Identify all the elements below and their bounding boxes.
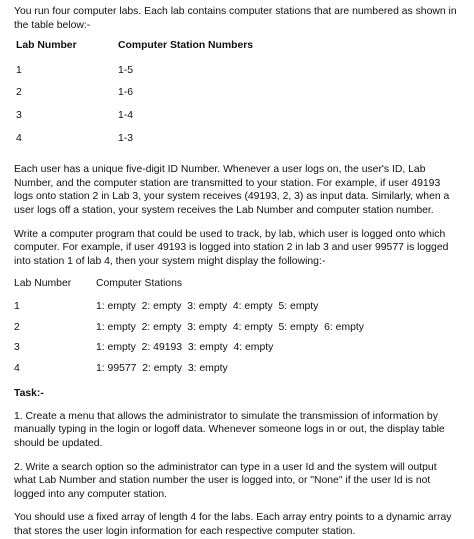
task-label: Task [14, 388, 37, 400]
display-stations-cell: 1: empty 2: empty 3: empty 4: empty 5: empty [96, 300, 319, 312]
table-row [14, 86, 253, 109]
display-lab-number-cell: 2 [14, 321, 20, 333]
lab-number-cell: 3 [16, 109, 22, 121]
station-range-cell: 1-4 [118, 109, 134, 121]
sample-display-table [14, 277, 364, 382]
display-lab-number-header: Lab Number [14, 278, 72, 290]
display-stations-cell: 1: 99577 2: empty 3: empty [96, 362, 228, 374]
display-lab-number-cell: 1 [14, 300, 20, 312]
display-stations-cell: 1: empty 2: empty 3: empty 4: empty 5: empty 6: empty [96, 321, 364, 333]
display-table-header-row [14, 277, 364, 300]
display-lab-number-cell: 3 [14, 342, 20, 354]
lab-number-cell: 4 [16, 132, 22, 144]
task-heading [14, 387, 460, 401]
display-lab-number-cell: 4 [14, 362, 20, 374]
table-row [14, 300, 364, 321]
closing-paragraph: You should use a fixed array of length 4 for the labs. Each array entry points to a dynamic array that stores the user login information for each respective computer station. [14, 512, 452, 538]
user-id-paragraph: Each user has a unique five-digit ID Number. Whenever a user logs on, the user's ID, Lab Number, and the computer station are transmitted to your station. For example, if user 49193 logs onto station 2 in Lab 3, your system receives (49193, 2, 3) as input data. Similarly, when a user logs off a station, your system receives the Lab Number and computer station number. [14, 164, 450, 216]
lab-table-header-row [14, 39, 253, 64]
intro-paragraph: You run four computer labs. Each lab contains computer stations that are numbered as shown in the table below:- [14, 6, 457, 31]
station-range-cell: 1-3 [118, 132, 134, 144]
lab-station-table [14, 39, 253, 154]
table-row [14, 321, 364, 342]
table-row [14, 109, 253, 132]
table-row [14, 132, 253, 155]
task-suffix: :- [36, 388, 44, 400]
display-stations-header: Computer Stations [96, 278, 183, 290]
display-stations-cell: 1: empty 2: 49193 3: empty 4: empty [96, 342, 274, 354]
task-1-paragraph: 1. Create a menu that allows the administrator to simulate the transmission of information by manually typing in the login or logoff data. Whenever someone logs in or out, the display table should be updated. [14, 410, 445, 450]
station-range-cell: 1-6 [118, 87, 134, 99]
station-numbers-header: Computer Station Numbers [118, 40, 254, 52]
lab-number-cell: 2 [16, 87, 22, 99]
task-2-paragraph: 2. Write a search option so the administrator can type in a user Id and the system will output what Lab Number and station number the user is logged into, or "None" if the user Id is not logged into any computer station. [14, 461, 437, 500]
table-row [14, 362, 364, 383]
table-row [14, 341, 364, 362]
lab-number-header: Lab Number [16, 40, 77, 52]
program-description-paragraph: Write a computer program that could be used to track, by lab, which user is logged onto which computer. For example, if user 49193 is logged into station 2 in lab 3 and user 99577 is logged into station 1 of lab 4, then your system might display the following:- [14, 228, 449, 267]
station-range-cell: 1-5 [118, 64, 134, 76]
lab-number-cell: 1 [16, 64, 22, 76]
table-row [14, 64, 253, 87]
